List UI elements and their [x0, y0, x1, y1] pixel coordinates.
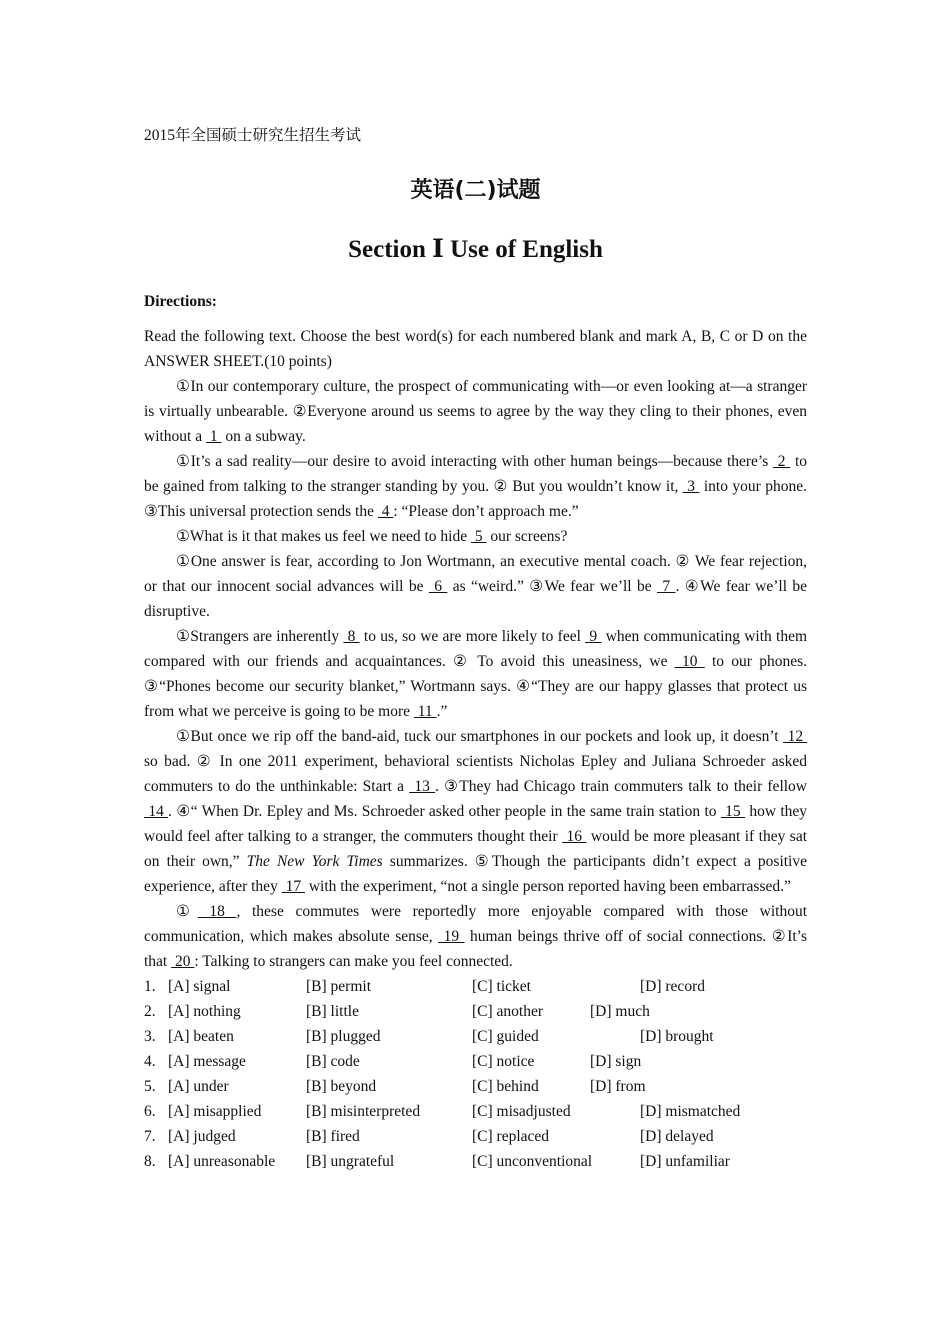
question-number: 5. [144, 1078, 156, 1095]
option-b: [B] plugged [306, 1028, 381, 1045]
option-row [144, 1049, 807, 1074]
option-c: [C] another [472, 1003, 544, 1020]
text-run: with the experiment, “not a single person reported having been embarrassed.” [304, 878, 791, 895]
text-run: . ④“ When Dr. Epley and Ms. Schroeder asked other people in the same train station to [168, 803, 721, 820]
option-row [144, 1124, 807, 1149]
blank-14: 14 [144, 803, 169, 820]
option-c: [C] notice [472, 1053, 535, 1070]
blank-13: 13 [409, 778, 435, 795]
directions-text: Read the following text. Choose the best word(s) for each numbered blank and mark A, B, C or D on the ANSWER SHEET.(10 points) [144, 328, 807, 370]
option-a: [A] under [168, 1078, 229, 1095]
option-d: [D] much [590, 1003, 650, 1020]
option-row [144, 1024, 807, 1049]
blank-9: 9 [585, 628, 602, 645]
option-a: [A] judged [168, 1128, 236, 1145]
text-run: . ③They had Chicago train commuters talk to their fellow [435, 778, 807, 795]
directions-label: Directions: [144, 293, 217, 310]
option-c: [C] ticket [472, 978, 531, 995]
text-run: to us, so we are more likely to feel [359, 628, 586, 645]
text-run: our screens? [486, 528, 568, 545]
option-c: [C] misadjusted [472, 1103, 571, 1120]
question-number: 2. [144, 1003, 156, 1020]
option-b: [B] ungrateful [306, 1153, 395, 1170]
text-run: ①It’s a sad reality—our desire to avoid interacting with other human beings—because there’s [176, 453, 774, 470]
text-run: , these commutes were reportedly more enjoyable compared with those without communication, which makes absolute sense, [144, 903, 807, 945]
text-run: : Talking to strangers can make you feel connected. [194, 953, 513, 970]
exam-line: 2015年全国硕士研究生招生考试 [144, 127, 362, 144]
blank-1: 1 [206, 428, 222, 445]
text-run: when communicating with them compared with our friends and acquaintances. ② To avoid this uneasiness, we [144, 628, 808, 670]
blank-15: 15 [720, 803, 745, 820]
option-a: [A] signal [168, 978, 231, 995]
text-run: .” [436, 703, 448, 720]
blank-11: 11 [413, 703, 437, 720]
blank-2: 2 [773, 453, 791, 470]
blank-4: 4 [377, 503, 394, 520]
blank-18: 18 [197, 903, 237, 920]
question-number: 3. [144, 1028, 156, 1045]
option-c: [C] behind [472, 1078, 539, 1095]
option-a: [A] unreasonable [168, 1153, 276, 1170]
option-b: [B] permit [306, 978, 371, 995]
option-row [144, 1074, 807, 1099]
option-a: [A] misapplied [168, 1103, 262, 1120]
option-b: [B] fired [306, 1128, 360, 1145]
paragraph-4 [144, 549, 807, 624]
text-run: ①But once we rip off the band-aid, tuck our smartphones in our pockets and look up, it doesn’t [176, 728, 784, 745]
answer-options [144, 974, 807, 1174]
option-row [144, 1099, 807, 1124]
question-number: 6. [144, 1103, 156, 1120]
text-run: as “weird.” ③We fear we’ll be [447, 578, 657, 595]
option-d: [D] record [640, 978, 705, 995]
option-c: [C] unconventional [472, 1153, 593, 1170]
paragraph-5 [144, 624, 807, 724]
option-b: [B] little [306, 1003, 359, 1020]
question-number: 4. [144, 1053, 156, 1070]
section-heading: Section Ⅰ Use of English [348, 236, 603, 263]
paper-title: 英语(二)试题 [410, 178, 541, 203]
paragraph-6 [144, 724, 807, 899]
option-d: [D] brought [640, 1028, 714, 1045]
text-run: on a subway. [221, 428, 306, 445]
blank-20: 20 [171, 953, 195, 970]
source-citation: The New York Times [246, 853, 383, 870]
option-d: [D] mismatched [640, 1103, 741, 1120]
text-run: so bad. ② In one 2011 experiment, behavioral scientists Nicholas Epley and Juliana Schroeder asked commuters to do the unthinkable: Start a [144, 753, 807, 795]
option-row [144, 974, 807, 999]
exam-page [144, 124, 807, 1174]
text-run: human beings thrive off of social connections. ②It’s that [144, 928, 808, 970]
text-run: ①Strangers are inherently [176, 628, 344, 645]
option-d: [D] sign [590, 1053, 642, 1070]
option-a: [A] beaten [168, 1028, 234, 1045]
blank-7: 7 [656, 578, 676, 595]
option-d: [D] unfamiliar [640, 1153, 730, 1170]
option-b: [B] beyond [306, 1078, 377, 1095]
option-b: [B] misinterpreted [306, 1103, 421, 1120]
blank-6: 6 [428, 578, 448, 595]
blank-3: 3 [682, 478, 700, 495]
option-d: [D] from [590, 1078, 646, 1095]
text-run: would be more pleasant if they sat on their own,” [144, 828, 808, 870]
blank-5: 5 [470, 528, 487, 545]
question-number: 8. [144, 1153, 156, 1170]
blank-19: 19 [438, 928, 465, 945]
blank-8: 8 [343, 628, 360, 645]
passage [144, 324, 807, 974]
option-row [144, 999, 807, 1024]
text-run: into your phone. ③This universal protection sends the [144, 478, 808, 520]
text-run: ① [176, 903, 198, 920]
option-a: [A] nothing [168, 1003, 241, 1020]
paragraph-2 [144, 449, 807, 524]
option-c: [C] guided [472, 1028, 539, 1045]
text-run: ①One answer is fear, according to Jon Wortmann, an executive mental coach. ② We fear rejection, or that our innocent social advances will be [144, 553, 807, 595]
paragraph-3 [144, 524, 807, 549]
option-d: [D] delayed [640, 1128, 714, 1145]
question-number: 1. [144, 978, 156, 995]
option-a: [A] message [168, 1053, 246, 1070]
blank-17: 17 [281, 878, 305, 895]
text-run: : “Please don’t approach me.” [393, 503, 579, 520]
text-run: how they would feel after talking to a stranger, the commuters thought their [144, 803, 808, 845]
blank-16: 16 [562, 828, 587, 845]
question-number: 7. [144, 1128, 156, 1145]
text-run: to our phones. ③“Phones become our security blanket,” Wortmann says. ④“They are our happy glasses that protect us from what we perceive is going to be more [144, 653, 807, 720]
blank-12: 12 [783, 728, 807, 745]
paragraph-1 [144, 374, 807, 449]
text-run: summarizes. ⑤Though the participants didn’t expect a positive experience, after they [144, 853, 807, 895]
text-run: ①What is it that makes us feel we need to hide [176, 528, 471, 545]
blank-10: 10 [674, 653, 705, 670]
text-run: . ④We fear we’ll be disruptive. [144, 578, 808, 620]
text-run: ①In our contemporary culture, the prospect of communicating with—or even looking at—a stranger is virtually unbearable. ②Everyone around us seems to agree by the way they cling to their phones, even without a [144, 378, 807, 445]
text-run: to be gained from talking to the stranger standing by you. ② But you wouldn’t know it, [144, 453, 808, 495]
paragraph-7 [144, 899, 807, 974]
option-b: [B] code [306, 1053, 360, 1070]
option-row [144, 1149, 807, 1174]
option-c: [C] replaced [472, 1128, 550, 1145]
